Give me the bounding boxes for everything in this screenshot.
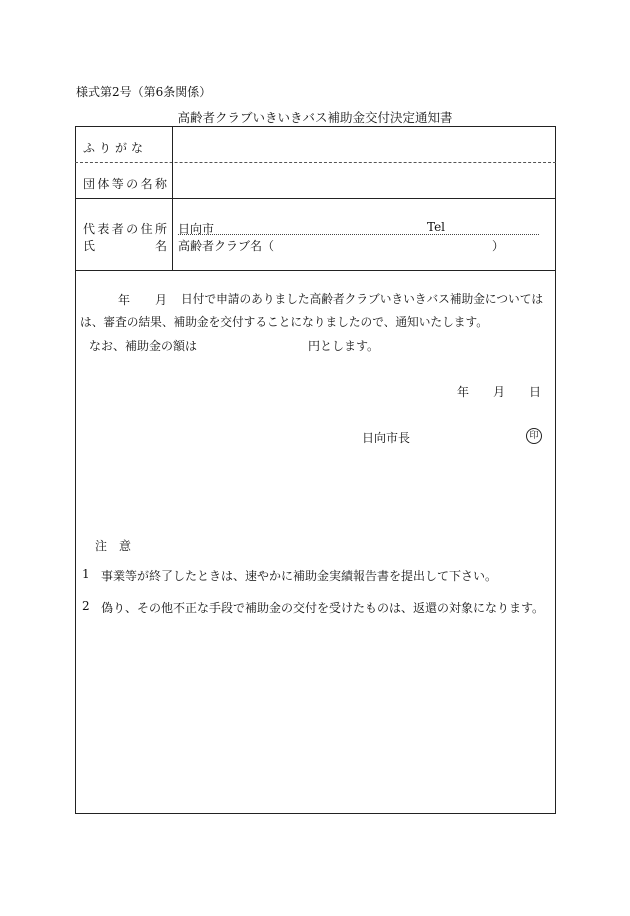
- tel-label: Tel: [427, 220, 446, 234]
- note-1-text: 事業等が終了したときは、速やかに補助金実績報告書を提出して下さい。: [101, 569, 498, 583]
- furigana-label: [83, 139, 143, 156]
- form-number: 様式第2号（第6条関係）: [76, 85, 212, 99]
- label-char: 団: [83, 177, 96, 191]
- note-2-number: 2: [82, 599, 90, 613]
- label-char: 住: [140, 222, 153, 236]
- note-2-text: 偽り、その他不正な手段で補助金の交付を受けたものは、返還の対象になります。: [101, 601, 545, 615]
- label-char: 表: [97, 222, 110, 236]
- group-name-separator: [75, 198, 556, 199]
- label-char: ふ: [83, 141, 96, 155]
- body-line-2: は、審査の結果、補助金を交付することになりましたので、通知いたします。: [80, 315, 488, 329]
- label-char: 氏: [83, 239, 96, 253]
- body-line-3-suffix: 円とします。: [308, 339, 380, 353]
- label-char: 所: [154, 222, 167, 236]
- label-char: が: [114, 141, 127, 155]
- label-char: 等: [111, 177, 124, 191]
- label-char: の: [126, 222, 139, 236]
- representative-name-label: [83, 237, 167, 254]
- label-char: 名: [154, 239, 167, 253]
- date-year: 年: [457, 385, 470, 399]
- label-char: の: [126, 177, 139, 191]
- label-char: 代: [83, 222, 96, 236]
- label-column-divider: [172, 126, 173, 270]
- representative-address-label: [83, 220, 167, 237]
- label-char: 称: [154, 177, 167, 191]
- body-year: 年: [118, 293, 131, 307]
- body-line-1: 日付で申請のありました高齢者クラブいきいきバス補助金については: [181, 292, 544, 306]
- label-char: 者: [111, 222, 124, 236]
- body-line-3-prefix: なお、補助金の額は: [89, 339, 198, 353]
- label-char: な: [130, 141, 143, 155]
- club-name-suffix: ）: [492, 239, 505, 253]
- representative-separator: [75, 270, 556, 271]
- date-day: 日: [529, 385, 542, 399]
- label-char: 名: [140, 177, 153, 191]
- mayor-title: 日向市長: [362, 431, 411, 445]
- document-title: 高齢者クラブいきいきバス補助金交付決定通知書: [177, 110, 453, 125]
- address-underline: [178, 234, 539, 235]
- club-name-prefix: 高齢者クラブ名（: [178, 239, 275, 253]
- note-1-number: 1: [82, 567, 90, 581]
- notes-heading: 注 意: [95, 539, 132, 553]
- furigana-separator: [75, 162, 556, 163]
- seal-mark: 印: [526, 428, 542, 444]
- body-month: 月: [155, 293, 168, 307]
- label-char: 体: [97, 177, 110, 191]
- date-month: 月: [493, 385, 506, 399]
- label-char: り: [98, 141, 111, 155]
- group-name-label: [83, 175, 167, 192]
- address-prefix: 日向市: [178, 222, 215, 236]
